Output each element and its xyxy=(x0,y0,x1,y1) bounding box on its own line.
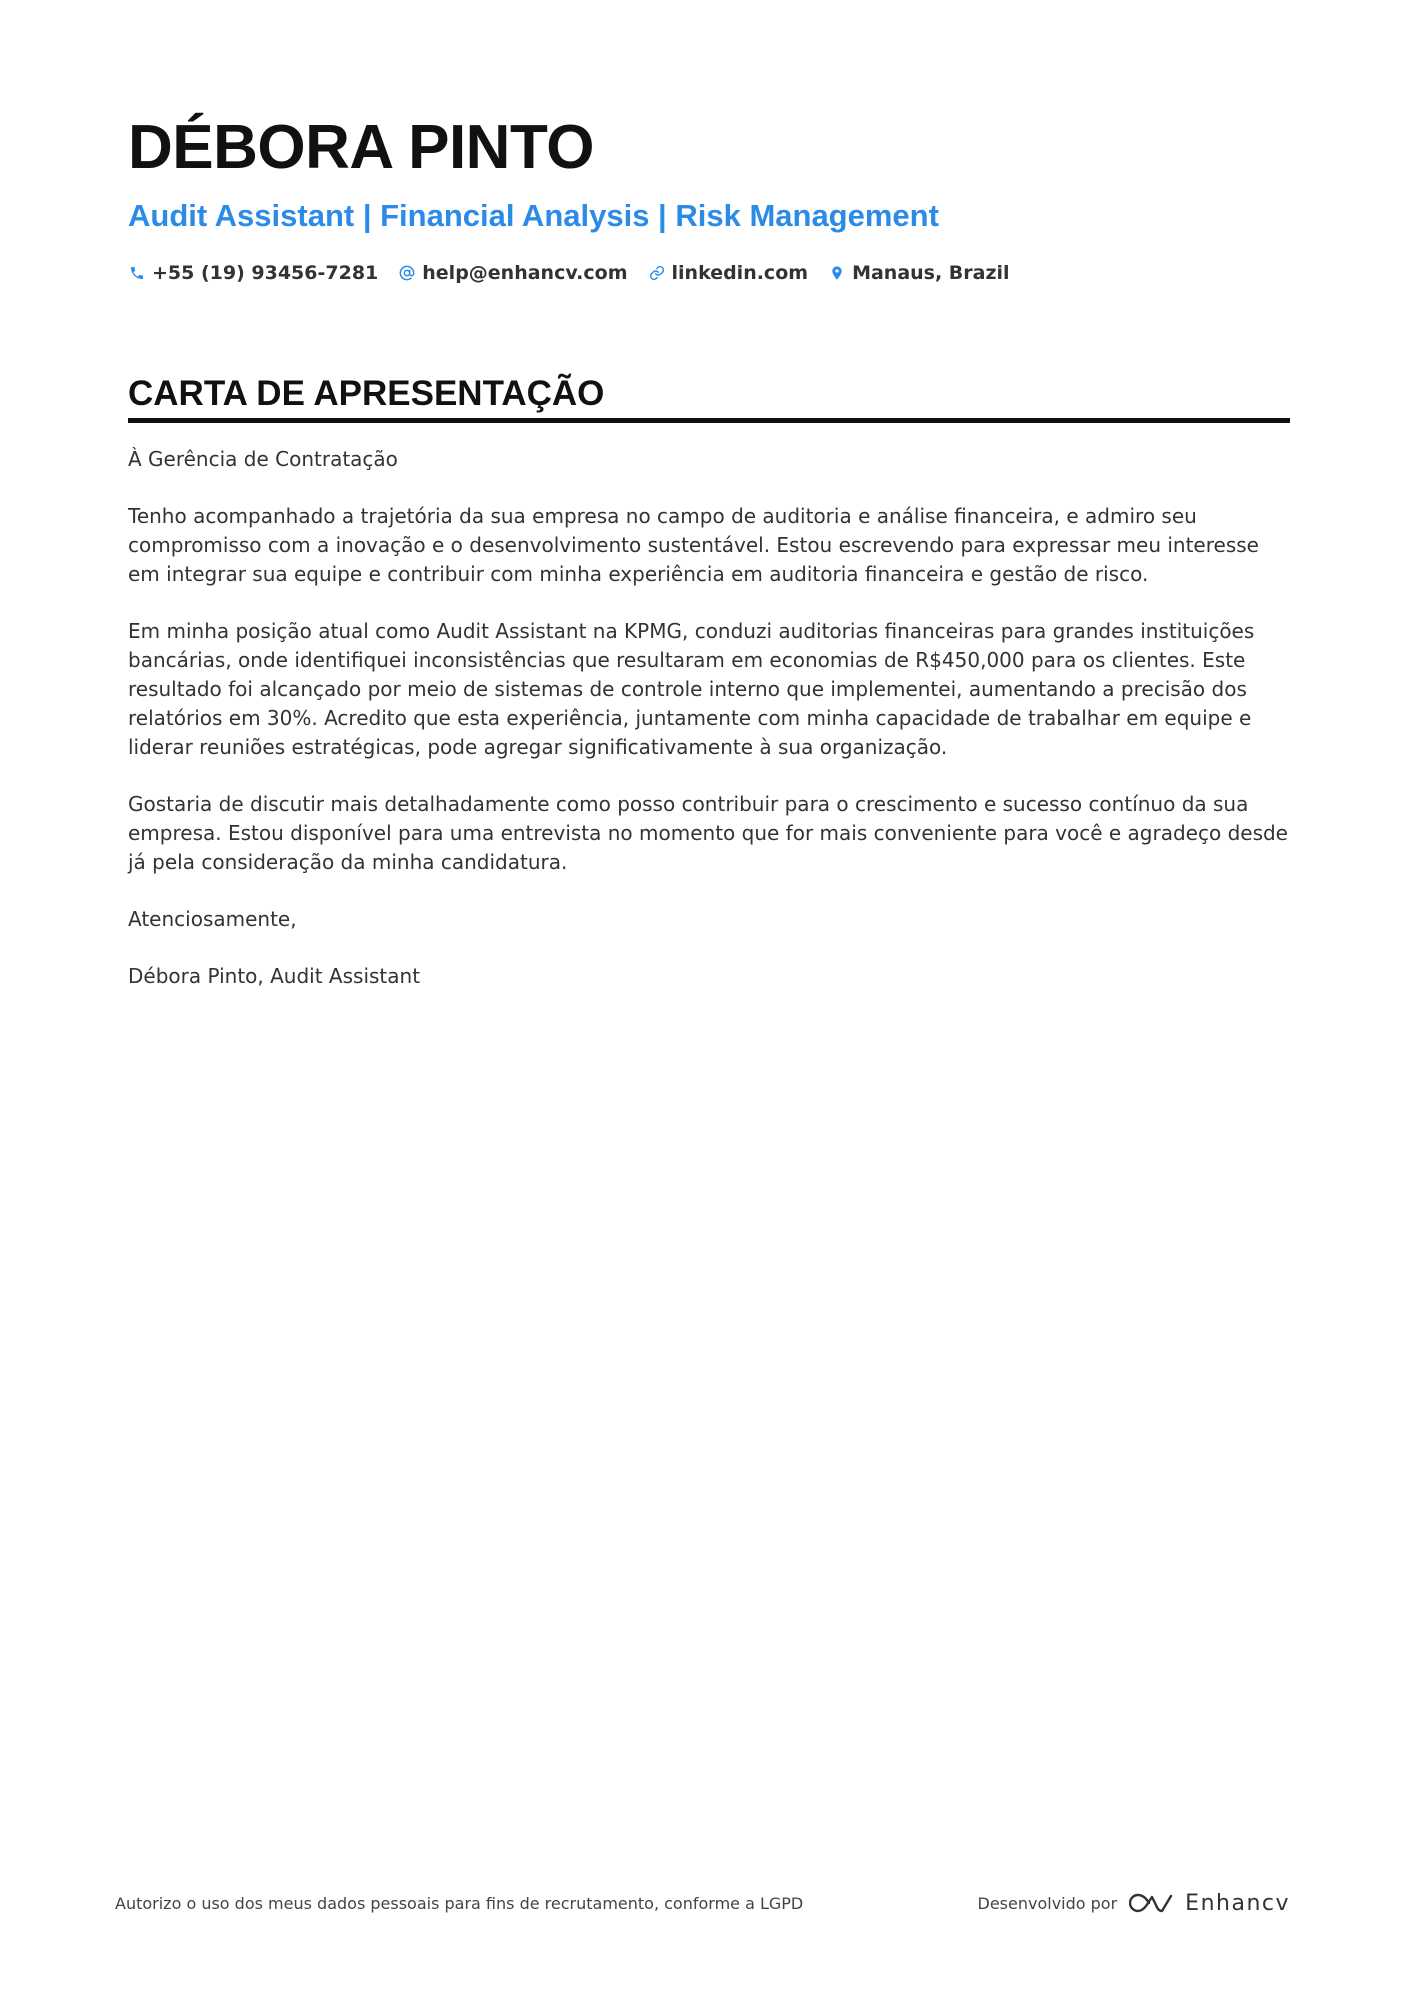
enhancv-brand: Enhancv xyxy=(1185,1890,1290,1916)
at-icon xyxy=(398,264,416,282)
contact-linkedin[interactable] xyxy=(648,262,809,284)
contact-location xyxy=(828,262,1010,284)
letter-paragraph: Em minha posição atual como Audit Assistant na KPMG, conduzi auditorias financeiras para grandes instituições bancárias, onde identifiquei inconsistências que resultaram em economias de R$450,000 para os clientes. Este resultado foi alcançado por meio de sistemas de controle interno que implementei, aumentando a precisão dos relatórios em 30%. Acredito que esta experiência, juntamente com minha capacidade de trabalhar em equipe e liderar reuniões estratégicas, pode agregar significativamente à sua organização. xyxy=(128,619,1255,759)
enhancv-logo-icon xyxy=(1129,1890,1175,1916)
contact-bar xyxy=(128,258,1290,288)
letter-body xyxy=(128,445,1290,991)
link-icon xyxy=(648,264,666,282)
letter-paragraph: Tenho acompanhado a trajetória da sua empresa no campo de auditoria e análise financeira, e admiro seu compromisso com a inovação e o desenvolvimento sustentável. Estou escrevendo para expressar meu interesse em integrar sua equipe e contribuir com minha experiência em auditoria financeira e gestão de risco. xyxy=(128,504,1259,586)
letter-closing: Atenciosamente, xyxy=(128,907,297,931)
letter-salutation: À Gerência de Contratação xyxy=(128,447,398,471)
cover-letter-page xyxy=(128,108,1290,1019)
letter-paragraph: Gostaria de discutir mais detalhadamente como posso contribuir para o crescimento e sucesso contínuo da sua empresa. Estou disponível para uma entrevista no momento que for mais conveniente para você e agradeço desde já pela consideração da minha candidatura. xyxy=(128,792,1288,874)
contact-linkedin-text: linkedin.com xyxy=(671,262,809,284)
contact-location-text: Manaus, Brazil xyxy=(852,262,1010,284)
lgpd-consent: Autorizo o uso dos meus dados pessoais para fins de recrutamento, conforme a LGPD xyxy=(115,1893,804,1913)
powered-by-label: Desenvolvido por xyxy=(977,1893,1118,1913)
location-pin-icon xyxy=(828,264,846,282)
candidate-tagline: Audit Assistant | Financial Analysis | Risk Management xyxy=(128,198,939,233)
candidate-name: DÉBORA PINTO xyxy=(128,113,594,182)
page-footer xyxy=(115,1890,1290,1916)
phone-icon xyxy=(128,264,146,282)
contact-phone-text: +55 (19) 93456-7281 xyxy=(152,262,379,284)
powered-by[interactable] xyxy=(978,1890,1290,1916)
contact-email[interactable] xyxy=(398,262,627,284)
letter-signature: Débora Pinto, Audit Assistant xyxy=(128,964,421,988)
contact-phone[interactable] xyxy=(128,262,378,284)
section-title: CARTA DE APRESENTAÇÃO xyxy=(128,372,1290,423)
contact-email-text: help@enhancv.com xyxy=(422,262,628,284)
